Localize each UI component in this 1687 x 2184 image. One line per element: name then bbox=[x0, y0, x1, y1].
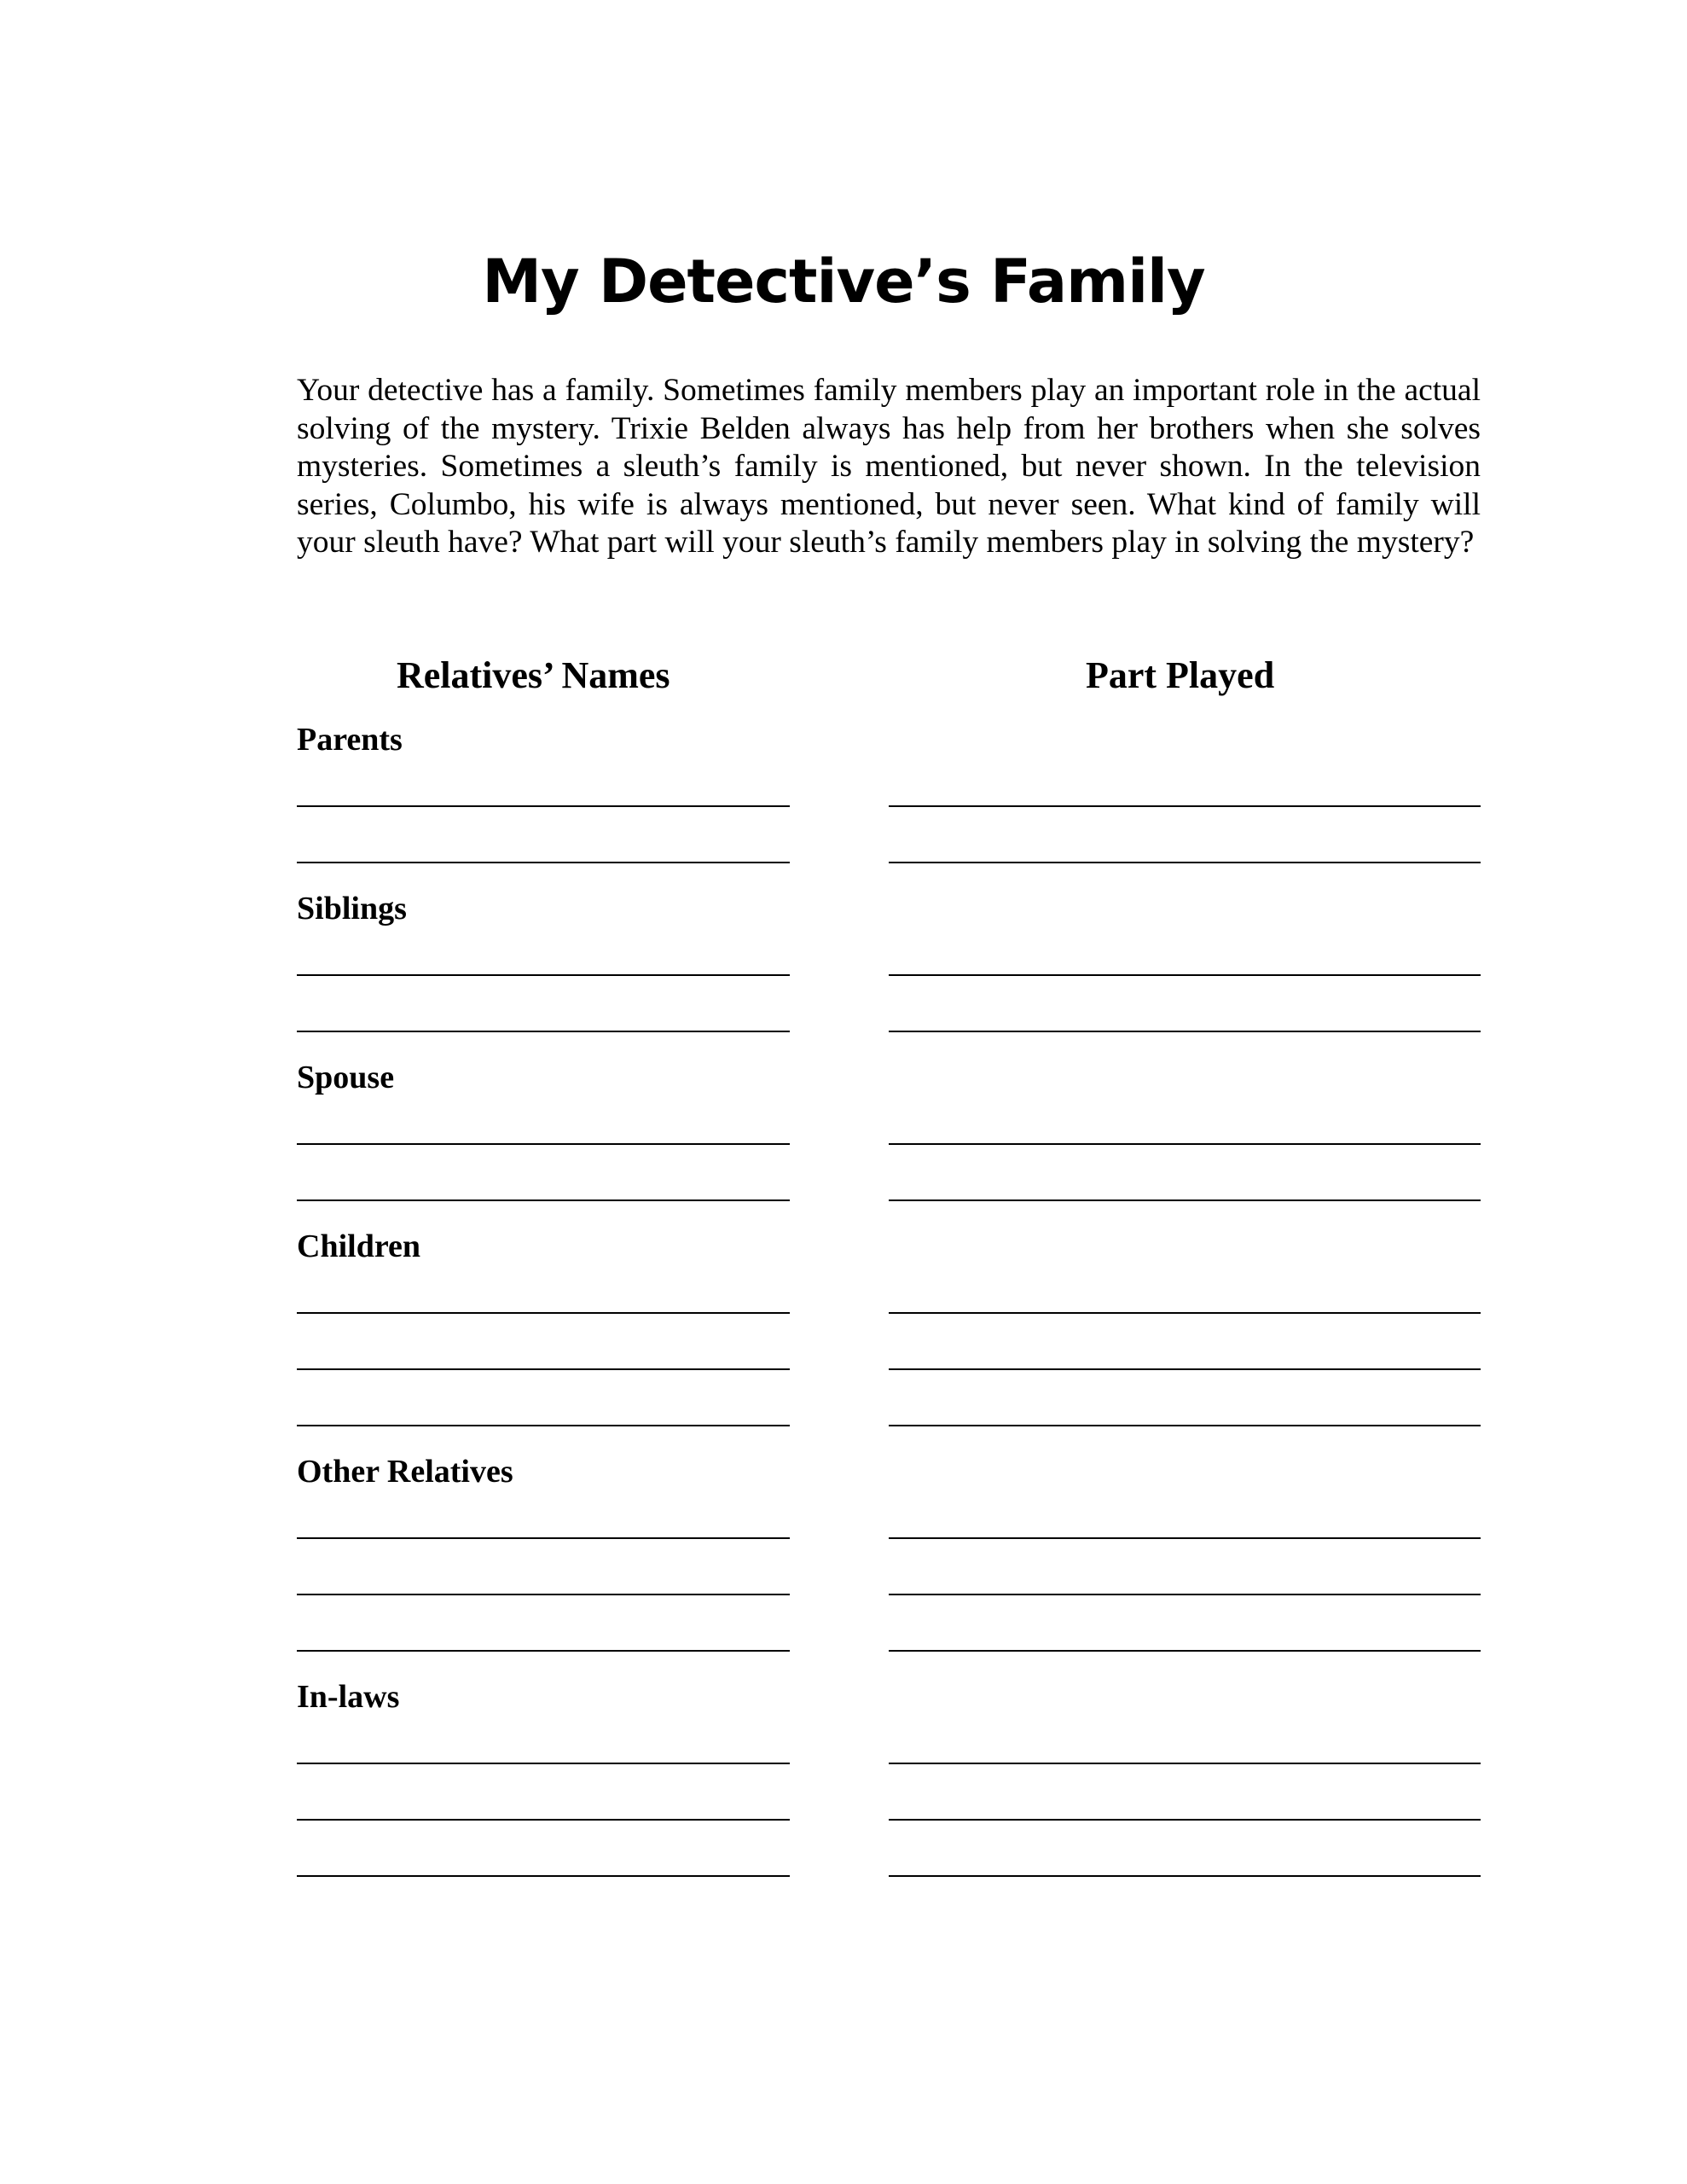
in-laws-part-line[interactable] bbox=[889, 1819, 1481, 1821]
other-relatives-name-line[interactable] bbox=[297, 1650, 790, 1652]
in-laws-part-line[interactable] bbox=[889, 1875, 1481, 1877]
parents-name-line[interactable] bbox=[297, 805, 790, 807]
part-played-heading: Part Played bbox=[1086, 654, 1275, 696]
other-relatives-part-line[interactable] bbox=[889, 1650, 1481, 1652]
section-label-other-relatives: Other Relatives bbox=[297, 1454, 513, 1490]
other-relatives-name-line[interactable] bbox=[297, 1537, 790, 1539]
other-relatives-part-line[interactable] bbox=[889, 1537, 1481, 1539]
siblings-part-line[interactable] bbox=[889, 974, 1481, 976]
page-title: My Detective’s Family bbox=[482, 247, 1205, 317]
parents-part-line[interactable] bbox=[889, 805, 1481, 807]
spouse-part-line[interactable] bbox=[889, 1143, 1481, 1145]
siblings-name-line[interactable] bbox=[297, 974, 790, 976]
other-relatives-name-line[interactable] bbox=[297, 1594, 790, 1595]
parents-name-line[interactable] bbox=[297, 862, 790, 863]
in-laws-name-line[interactable] bbox=[297, 1875, 790, 1877]
children-name-line[interactable] bbox=[297, 1312, 790, 1314]
spouse-part-line[interactable] bbox=[889, 1199, 1481, 1201]
intro-paragraph: Your detective has a family. Sometimes family members play an important role in the actual solving of the mystery. Trixie Belden always has help from her brothers when she solves mysteries. Sometimes a sleuth’s family is mentioned, but never shown. In the television series, Columbo, his wife is always mentioned, but never seen. What kind of family will your sleuth have? What part will your sleuth’s family members play in solving the mystery? bbox=[297, 373, 1481, 560]
children-part-line[interactable] bbox=[889, 1425, 1481, 1426]
children-part-line[interactable] bbox=[889, 1368, 1481, 1370]
siblings-part-line[interactable] bbox=[889, 1031, 1481, 1032]
children-name-line[interactable] bbox=[297, 1425, 790, 1426]
section-label-spouse: Spouse bbox=[297, 1060, 395, 1095]
siblings-name-line[interactable] bbox=[297, 1031, 790, 1032]
children-name-line[interactable] bbox=[297, 1368, 790, 1370]
in-laws-name-line[interactable] bbox=[297, 1763, 790, 1764]
spouse-name-line[interactable] bbox=[297, 1199, 790, 1201]
relatives-names-heading: Relatives’ Names bbox=[397, 654, 670, 696]
other-relatives-part-line[interactable] bbox=[889, 1594, 1481, 1595]
in-laws-name-line[interactable] bbox=[297, 1819, 790, 1821]
section-label-siblings: Siblings bbox=[297, 891, 407, 926]
in-laws-part-line[interactable] bbox=[889, 1763, 1481, 1764]
parents-part-line[interactable] bbox=[889, 862, 1481, 863]
children-part-line[interactable] bbox=[889, 1312, 1481, 1314]
section-label-children: Children bbox=[297, 1228, 421, 1264]
section-label-in-laws: In-laws bbox=[297, 1679, 400, 1715]
section-label-parents: Parents bbox=[297, 722, 403, 758]
spouse-name-line[interactable] bbox=[297, 1143, 790, 1145]
